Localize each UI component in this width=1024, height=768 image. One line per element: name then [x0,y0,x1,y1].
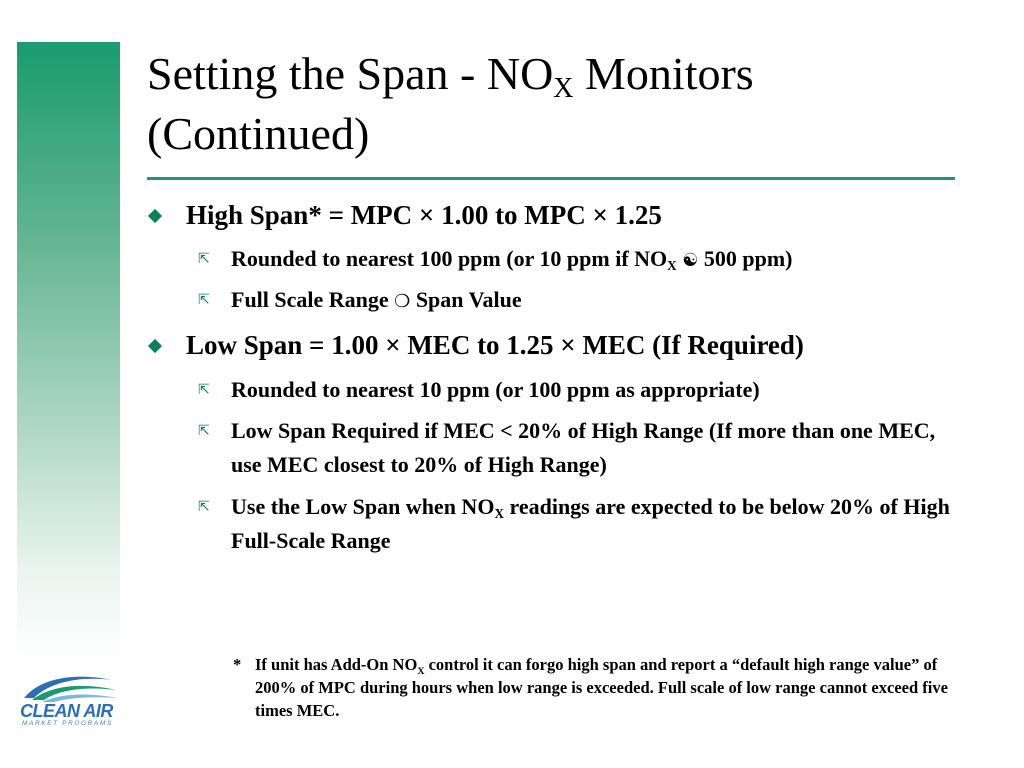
logo-tagline: MARKET PROGRAMS [22,720,113,727]
title-subscript: X [553,73,574,104]
footnote-text-suffix: control it can forgo high span and report a “default high range value” of 200% of MPC during hours when low range is exceeded. Full scale of low range cannot exceed five times MEC. [255,655,948,720]
arrow-bullet-icon: ⇱ [198,499,210,515]
title-divider [147,177,955,180]
arrow-bullet-icon: ⇱ [198,382,210,398]
bullet-low-use-suffix: readings are expected to be below 20% of High Full-Scale Range [231,494,950,553]
bullet-low-use-text: Use the Low Span when NO [231,494,495,519]
side-gradient-bar [17,42,120,662]
bullet-high-fullscale-text: Full Scale Range [231,287,395,312]
bullet-high-rounded-text: Rounded to nearest 100 ppm (or 10 ppm if NO [231,246,668,271]
arrow-bullet-icon: ⇱ [198,423,210,439]
arrow-bullet-icon: ⇱ [198,251,210,267]
bullet-low-span-text: Low Span = 1.00 × MEC to 1.25 × MEC (If Required) [186,330,804,360]
title-line2-text: (Continued) [147,108,370,159]
title-line1-text: Setting the Span - NO [147,48,554,99]
slide-title [147,44,977,164]
diamond-bullet-icon [148,209,162,223]
bullet-low-rounded-text: Rounded to nearest 10 ppm (or 100 ppm as appropriate) [231,377,760,402]
footnote-asterisk: * [233,655,242,674]
nox-subscript: X [667,258,677,273]
arrow-bullet-icon: ⇱ [198,292,210,308]
title-line1-suffix: Monitors [573,48,754,99]
bullet-low-required-text: Low Span Required if MEC < 20% of High Range (If more than one MEC, use MEC closest to 20% of High Range) [231,418,936,477]
nox-subscript: X [417,666,425,677]
diamond-bullet-icon [148,339,162,353]
bullet-high-span-text: High Span* = MPC × 1.00 to MPC × 1.25 [186,200,662,230]
nox-subscript: X [494,506,504,521]
logo-name: CLEAN AIR [20,701,113,721]
logo-swoosh-icon [20,668,120,704]
footnote-text: If unit has Add-On NO [255,655,418,674]
circle-symbol-icon: ❍ [394,291,411,312]
comparison-symbol-icon: ☯ [682,250,699,271]
clean-air-logo [20,668,120,728]
bullet-high-fullscale-suffix: Span Value [410,287,522,312]
bullet-high-rounded-suffix: 500 ppm) [698,246,793,271]
